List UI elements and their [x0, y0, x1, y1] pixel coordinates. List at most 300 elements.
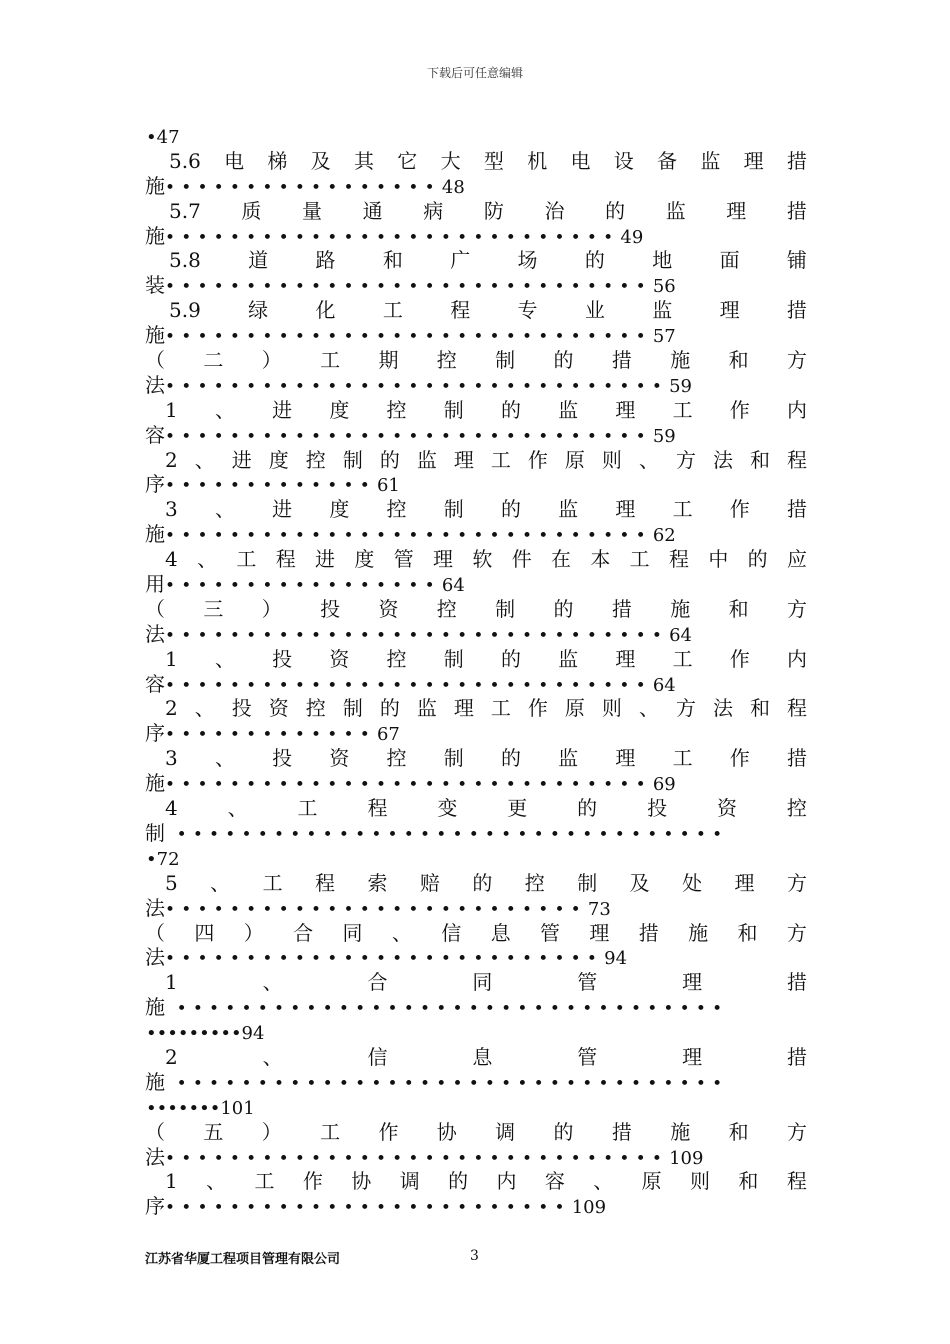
toc-title-char: 4 — [165, 547, 178, 572]
toc-title-char: 投 — [320, 596, 341, 621]
toc-entry-title — [145, 970, 807, 995]
toc-title-char: 方 — [786, 920, 807, 945]
toc-title-char: 方 — [786, 348, 807, 373]
toc-entry-title — [145, 547, 807, 572]
toc-title-char: 措 — [786, 1044, 807, 1069]
toc-title-char: 程 — [275, 547, 296, 572]
toc-title-char: 的 — [553, 348, 574, 373]
toc-entry-title — [145, 348, 807, 373]
toc-title-char: 制 — [443, 497, 464, 522]
toc-title-char: 制 — [577, 870, 598, 895]
toc-title-char: 方 — [786, 1119, 807, 1144]
toc-title-char: 和 — [728, 1119, 749, 1144]
toc-title-char: 作 — [527, 696, 548, 721]
toc-title-char: 进 — [315, 547, 336, 572]
toc-continuation — [145, 1095, 807, 1120]
toc-title-char: 措 — [611, 348, 632, 373]
toc-title-char: 5.8 — [169, 248, 201, 273]
toc-entry-title — [145, 248, 807, 273]
toc-title-char: 制 — [342, 447, 363, 472]
toc-entry-title — [145, 796, 807, 821]
toc-title-char: 理 — [682, 970, 703, 995]
toc-entry-leader — [145, 273, 807, 298]
toc-title-char: 监 — [558, 746, 579, 771]
toc-title-char: 工 — [672, 497, 693, 522]
toc-title-char: 场 — [517, 248, 538, 273]
toc-title-char: 的 — [577, 796, 598, 821]
toc-title-char: 制 — [443, 397, 464, 422]
toc-title-char: 工 — [262, 870, 283, 895]
toc-title-char: 理 — [726, 198, 747, 223]
toc-title-char: 、 — [210, 870, 231, 895]
toc-entry-title — [145, 398, 807, 423]
toc-title-char: 作 — [729, 646, 750, 671]
toc-title-last-char: 法 — [145, 895, 165, 920]
toc-title-char: 管 — [577, 1044, 598, 1069]
toc-dot-leader: •••••••••••••••••••••••••••••••••• — [165, 824, 729, 845]
toc-title-char: 作 — [302, 1169, 323, 1194]
toc-title-char: 控 — [305, 696, 326, 721]
toc-title-char: 度 — [329, 497, 350, 522]
toc-title-char: 软 — [472, 547, 493, 572]
toc-title-char: 投 — [231, 696, 252, 721]
toc-title-char: 及 — [629, 870, 650, 895]
toc-title-char: 路 — [315, 248, 336, 273]
toc-title-char: 病 — [423, 198, 444, 223]
toc-title-last-char: 法 — [145, 1144, 165, 1169]
toc-entry-title — [145, 746, 807, 771]
toc-page-number: 61 — [376, 475, 400, 497]
toc-title-char: 和 — [749, 696, 770, 721]
toc-page-number: 56 — [652, 276, 676, 298]
toc-title-char: 量 — [302, 198, 323, 223]
toc-title-char: 资 — [268, 696, 289, 721]
toc-title-char: 地 — [652, 248, 673, 273]
toc-title-char: 理 — [453, 447, 474, 472]
toc-title-char: 内 — [786, 646, 807, 671]
toc-title-char: 投 — [647, 796, 668, 821]
toc-title-char: 措 — [611, 1119, 632, 1144]
toc-page-number: 67 — [376, 724, 400, 746]
toc-title-char: 监 — [700, 148, 721, 173]
toc-title-last-char: 序 — [145, 1194, 165, 1219]
toc-page-number: 64 — [669, 624, 692, 646]
toc-title-last-char: 施 — [145, 1069, 165, 1094]
toc-title-char: 管 — [540, 920, 560, 945]
toc-entry-title — [145, 647, 807, 672]
toc-title-char: 应 — [786, 547, 807, 572]
toc-title-char: （ — [145, 596, 165, 621]
toc-entry-leader — [145, 522, 807, 547]
toc-title-char: 资 — [329, 746, 350, 771]
toc-title-char: 四 — [194, 920, 215, 945]
toc-title-char: 理 — [589, 920, 610, 945]
toc-title-char: 工 — [672, 397, 693, 422]
toc-title-char: 工 — [629, 547, 650, 572]
toc-title-char: 监 — [558, 397, 579, 422]
toc-title-char: 作 — [729, 397, 750, 422]
toc-continuation-text: •47 — [146, 127, 180, 148]
toc-entry-leader — [145, 896, 807, 921]
toc-entry-title — [145, 597, 807, 622]
toc-dot-leader: •••••••••••••••••••••••••••••• — [165, 277, 652, 298]
toc-title-char: 三 — [203, 596, 224, 621]
toc-title-char: 信 — [367, 1044, 388, 1069]
toc-title-char: 理 — [453, 696, 474, 721]
toc-title-char: 监 — [416, 447, 437, 472]
toc-dot-leader: •••••••••••••••••••••••••••••• — [165, 327, 652, 348]
toc-title-char: 面 — [719, 248, 740, 273]
toc-dot-leader: •••••••••••••••••••••••••••••• — [165, 775, 652, 796]
toc-title-char: 理 — [719, 298, 740, 323]
toc-title-last-char: 序 — [145, 721, 165, 746]
toc-title-char: 中 — [708, 547, 729, 572]
footer-page-number: 3 — [470, 1248, 479, 1264]
toc-title-char: 法 — [712, 447, 733, 472]
toc-title-char: 控 — [436, 596, 457, 621]
toc-title-char: 管 — [393, 547, 414, 572]
toc-title-char: 制 — [342, 696, 363, 721]
toc-entry-leader — [145, 572, 807, 597]
toc-title-char: 工 — [297, 796, 318, 821]
toc-title-char: （ — [145, 920, 165, 945]
toc-title-char: 控 — [386, 646, 407, 671]
toc-title-last-char: 容 — [145, 422, 165, 447]
toc-title-char: 理 — [615, 746, 636, 771]
toc-entry-title — [145, 448, 807, 473]
toc-title-char: 则 — [601, 696, 622, 721]
toc-entry-leader — [145, 323, 807, 348]
toc-title-char: 资 — [329, 646, 350, 671]
toc-entry-leader — [145, 1194, 807, 1219]
toc-title-char: 5.9 — [169, 298, 201, 323]
toc-title-char: 广 — [450, 248, 471, 273]
toc-title-char: 措 — [786, 298, 807, 323]
toc-title-char: 理 — [743, 148, 764, 173]
toc-entry-title — [145, 298, 807, 323]
toc-title-char: 梯 — [267, 148, 288, 173]
toc-title-char: 措 — [611, 596, 632, 621]
toc-title-char: 程 — [315, 870, 336, 895]
toc-page-number: 109 — [571, 1197, 607, 1219]
toc-entry-leader — [145, 622, 807, 647]
toc-entry-title — [145, 871, 807, 896]
toc-title-char: 工 — [320, 348, 341, 373]
toc-title-char: 合 — [293, 920, 314, 945]
page-header: 下载后可任意编辑 — [426, 66, 523, 80]
toc-title-char: 、 — [638, 447, 659, 472]
toc-title-char: 通 — [362, 198, 383, 223]
toc-title-char: 控 — [524, 870, 545, 895]
toc-title-char: 措 — [786, 970, 807, 995]
toc-dot-leader: ••••••••••••••••••••••••••••••• — [165, 1148, 669, 1169]
toc-entry-title — [145, 149, 807, 174]
toc-page-number: 94 — [604, 948, 628, 970]
toc-dot-leader: ••••••••••••••••••••••••• — [165, 1198, 571, 1219]
toc-title-char: 的 — [379, 447, 400, 472]
toc-title-char: ） — [261, 1119, 282, 1144]
toc-title-char: 的 — [747, 547, 768, 572]
toc-title-char: 、 — [638, 696, 659, 721]
toc-title-char: 、 — [197, 547, 218, 572]
toc-title-char: 内 — [496, 1169, 517, 1194]
toc-title-char: 措 — [786, 148, 807, 173]
toc-title-last-char: 序 — [145, 472, 165, 497]
toc-title-char: 容 — [544, 1169, 565, 1194]
toc-title-last-char: 施 — [145, 522, 165, 547]
toc-continuation — [145, 124, 807, 149]
toc-title-char: 程 — [450, 298, 471, 323]
toc-title-char: 措 — [786, 198, 807, 223]
toc-dot-leader: ••••••••••••• — [165, 725, 376, 746]
toc-entry-title — [145, 921, 807, 946]
toc-title-char: 、 — [391, 920, 412, 945]
toc-title-last-char: 容 — [145, 671, 165, 696]
toc-title-char: 的 — [605, 198, 626, 223]
toc-title-char: 的 — [448, 1169, 469, 1194]
toc-title-char: 资 — [378, 596, 399, 621]
toc-title-char: 变 — [437, 796, 458, 821]
toc-title-char: （ — [145, 348, 165, 373]
toc-title-char: 内 — [786, 397, 807, 422]
toc-title-char: 则 — [601, 447, 622, 472]
toc-dot-leader: •••••••••••••••••••••••••••••••••• — [165, 1073, 729, 1094]
toc-title-char: 的 — [500, 646, 521, 671]
toc-title-last-char: 施 — [145, 995, 165, 1020]
toc-title-char: 电 — [224, 148, 245, 173]
toc-title-char: 方 — [675, 696, 696, 721]
toc-title-char: 工 — [254, 1169, 275, 1194]
toc-title-char: 控 — [786, 796, 807, 821]
toc-title-char: 息 — [472, 1044, 493, 1069]
toc-title-char: 工 — [672, 746, 693, 771]
toc-entry-leader — [145, 821, 807, 846]
toc-title-char: 投 — [272, 646, 293, 671]
toc-title-char: 施 — [670, 596, 691, 621]
toc-title-char: 度 — [354, 547, 375, 572]
toc-page-number: 69 — [652, 774, 676, 796]
toc-dot-leader: ••••••••••••••••••••••••••• — [165, 949, 604, 970]
toc-title-char: 措 — [638, 920, 659, 945]
toc-title-char: 3 — [165, 746, 178, 771]
toc-title-char: 和 — [382, 248, 403, 273]
toc-title-char: 的 — [553, 1119, 574, 1144]
toc-entry-leader — [145, 373, 807, 398]
toc-continuation-text: •••••••••94 — [146, 1023, 265, 1045]
toc-title-char: 的 — [379, 696, 400, 721]
toc-title-char: 的 — [584, 248, 605, 273]
toc-title-char: 期 — [378, 348, 399, 373]
toc-entry-leader — [145, 423, 807, 448]
toc-entry-leader — [145, 721, 807, 746]
toc-title-char: 协 — [436, 1119, 457, 1144]
toc-title-char: 信 — [441, 920, 462, 945]
toc-title-char: 的 — [553, 596, 574, 621]
toc-title-char: 二 — [203, 348, 224, 373]
toc-title-char: 同 — [342, 920, 363, 945]
toc-title-char: 质 — [241, 198, 262, 223]
toc-entry-title — [145, 497, 807, 522]
toc-title-char: 、 — [227, 796, 248, 821]
toc-title-char: 投 — [272, 746, 293, 771]
toc-title-char: 理 — [734, 870, 755, 895]
toc-title-char: 赔 — [419, 870, 440, 895]
toc-title-char: 工 — [490, 696, 511, 721]
toc-title-char: 进 — [272, 397, 293, 422]
toc-title-char: 5.6 — [169, 148, 201, 173]
toc-title-char: 防 — [483, 198, 504, 223]
toc-title-char: 1 — [165, 397, 178, 422]
toc-title-char: 程 — [786, 1169, 807, 1194]
toc-title-char: 2 — [165, 696, 178, 721]
toc-title-char: 作 — [378, 1119, 399, 1144]
toc-entry-leader — [145, 472, 807, 497]
toc-title-last-char: 施 — [145, 223, 165, 248]
toc-title-char: 制 — [495, 596, 516, 621]
toc-title-char: 5.7 — [169, 198, 201, 223]
toc-dot-leader: •••••••••••••••••••••••••••• — [165, 227, 620, 248]
toc-page-number: 59 — [669, 375, 692, 397]
toc-continuation-text: •••••••101 — [146, 1097, 255, 1119]
toc-title-char: 制 — [495, 348, 516, 373]
toc-entry-title — [145, 696, 807, 721]
toc-title-char: 施 — [670, 1119, 691, 1144]
toc-page-number: 57 — [652, 326, 676, 348]
toc-title-char: ） — [243, 920, 264, 945]
toc-title-char: 和 — [749, 447, 770, 472]
toc-entry-leader — [145, 224, 807, 249]
toc-title-char: 监 — [416, 696, 437, 721]
toc-title-char: 化 — [315, 298, 336, 323]
toc-entry-leader — [145, 1070, 807, 1095]
toc-title-char: 4 — [165, 796, 178, 821]
toc-title-char: 管 — [577, 970, 598, 995]
toc-dot-leader: ••••••••••••• — [165, 476, 376, 497]
toc-title-char: 理 — [615, 646, 636, 671]
toc-title-char: 2 — [165, 447, 178, 472]
toc-title-char: 和 — [738, 1169, 759, 1194]
toc-title-char: 理 — [615, 497, 636, 522]
toc-title-char: 专 — [517, 298, 538, 323]
toc-title-char: 5 — [165, 870, 178, 895]
toc-title-char: 监 — [558, 497, 579, 522]
toc-dot-leader: ••••••••••••••••••••••••••••••• — [165, 376, 669, 397]
toc-title-char: 2 — [165, 1044, 178, 1069]
toc-title-char: 治 — [544, 198, 565, 223]
toc-title-char: 道 — [248, 248, 269, 273]
toc-title-char: 机 — [527, 148, 548, 173]
toc-entry-title — [145, 1169, 807, 1194]
toc-title-char: 同 — [472, 970, 493, 995]
toc-title-char: 更 — [507, 796, 528, 821]
toc-title-char: 、 — [206, 1169, 227, 1194]
toc-page-number: 59 — [652, 425, 676, 447]
toc-title-char: 1 — [165, 1169, 178, 1194]
toc-title-char: 进 — [272, 497, 293, 522]
toc-title-char: 电 — [570, 148, 591, 173]
toc-entry-title — [145, 1045, 807, 1070]
toc-title-char: 及 — [310, 148, 331, 173]
toc-dot-leader: ••••••••••••••••••••••••••••••• — [165, 625, 669, 646]
toc-title-char: 理 — [433, 547, 454, 572]
toc-title-char: 1 — [165, 646, 178, 671]
toc-title-char: 它 — [397, 148, 418, 173]
toc-title-char: 、 — [214, 646, 235, 671]
toc-entry-leader — [145, 771, 807, 796]
toc-title-char: 在 — [551, 547, 572, 572]
toc-title-char: 业 — [584, 298, 605, 323]
toc-title-char: 程 — [669, 547, 689, 572]
toc-dot-leader: •••••••••••••••••••••••••• — [165, 899, 587, 920]
toc-title-last-char: 施 — [145, 173, 165, 198]
toc-title-char: 调 — [399, 1169, 420, 1194]
toc-page-number: 109 — [669, 1147, 704, 1169]
toc-title-char: （ — [145, 1119, 165, 1144]
toc-title-char: 、 — [214, 397, 235, 422]
toc-page-number: 48 — [441, 176, 465, 198]
toc-continuation — [145, 846, 807, 871]
toc-title-char: 3 — [165, 497, 178, 522]
toc-title-char: 、 — [214, 746, 235, 771]
toc-entry-title — [145, 199, 807, 224]
toc-entry-leader — [145, 672, 807, 697]
toc-title-char: 1 — [165, 970, 178, 995]
toc-entry-leader — [145, 1145, 807, 1170]
toc-title-char: 控 — [436, 348, 457, 373]
toc-title-char: 和 — [728, 596, 749, 621]
toc-entry-leader — [145, 945, 807, 970]
toc-title-char: ） — [261, 348, 282, 373]
toc-title-char: 的 — [500, 397, 521, 422]
toc-title-char: 作 — [527, 447, 548, 472]
toc-title-char: 控 — [386, 746, 407, 771]
toc-title-char: 本 — [590, 547, 611, 572]
toc-title-char: 理 — [682, 1044, 703, 1069]
toc-title-char: 作 — [729, 746, 750, 771]
toc-title-char: 程 — [787, 447, 807, 472]
toc-title-char: 调 — [495, 1119, 516, 1144]
toc-title-char: 工 — [672, 646, 693, 671]
toc-title-last-char: 制 — [145, 820, 165, 845]
toc-title-char: 、 — [194, 447, 215, 472]
toc-title-char: 备 — [657, 148, 678, 173]
toc-title-char: 大 — [440, 148, 461, 173]
toc-page-number: 49 — [620, 226, 644, 248]
toc-title-char: 、 — [262, 970, 283, 995]
toc-title-char: ） — [261, 596, 282, 621]
toc-title-char: 方 — [675, 447, 696, 472]
toc-title-char: 度 — [329, 397, 350, 422]
toc-title-char: 工 — [382, 298, 403, 323]
toc-page-number: 62 — [652, 525, 676, 547]
toc-title-char: 制 — [443, 646, 464, 671]
toc-title-char: 和 — [737, 920, 758, 945]
toc-title-char: 监 — [665, 198, 686, 223]
toc-title-char: 型 — [483, 148, 504, 173]
toc-title-char: 则 — [690, 1169, 711, 1194]
toc-entry-leader — [145, 174, 807, 199]
toc-title-char: 、 — [593, 1169, 614, 1194]
toc-entry-leader — [145, 995, 807, 1020]
toc-title-char: 、 — [214, 497, 235, 522]
toc-title-char: 的 — [500, 746, 521, 771]
toc-dot-leader: •••••••••••••••••••••••••••••• — [165, 426, 652, 447]
toc-title-last-char: 施 — [145, 771, 165, 796]
toc-title-char: 的 — [500, 497, 521, 522]
toc-title-char: 程 — [787, 696, 807, 721]
toc-title-char: 原 — [564, 696, 585, 721]
toc-title-char: 息 — [490, 920, 511, 945]
